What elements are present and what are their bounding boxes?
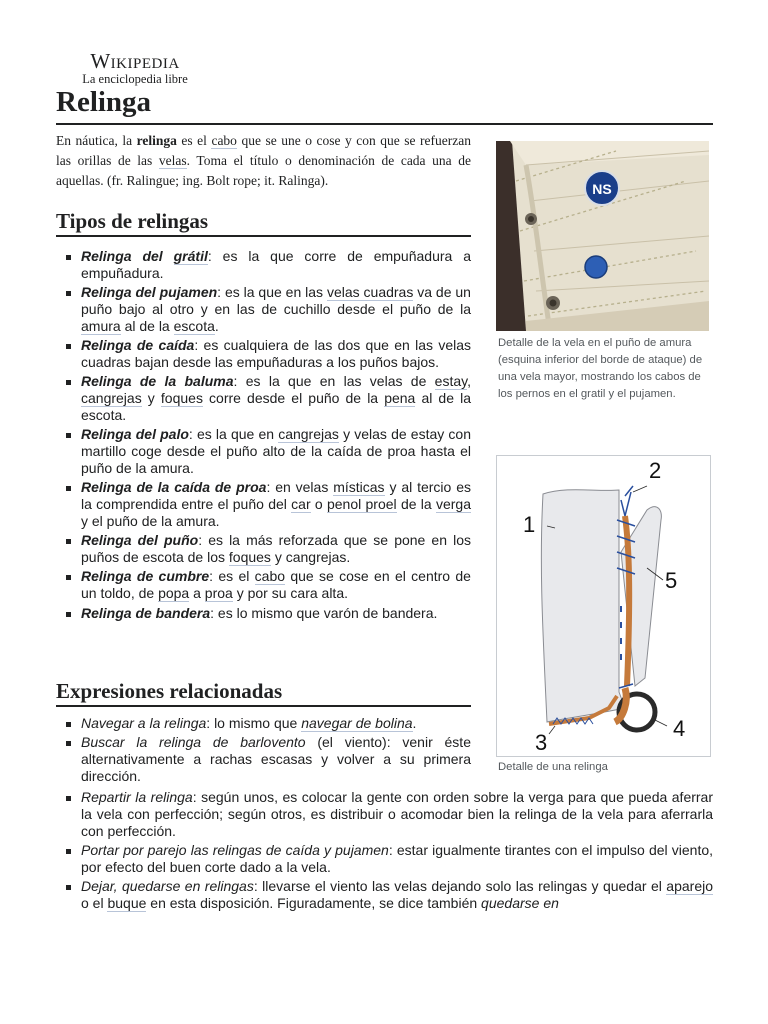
link-cabo[interactable]: cabo (254, 568, 286, 585)
figure-caption-2: Detalle de una relinga (498, 761, 608, 773)
item-text: : es lo mismo que varón de bandera. (210, 604, 438, 621)
item-text: y (141, 390, 161, 407)
item-text: a (189, 585, 205, 602)
list-item (56, 479, 471, 530)
link-proa[interactable]: proa (204, 585, 233, 602)
diagram-label-1: 1 (523, 512, 536, 537)
link-escota[interactable]: escota (173, 317, 215, 334)
item-term: Relinga del pujamen (81, 284, 218, 301)
item-text: y el puño de la amura. (81, 513, 220, 530)
item-text: : es el (209, 568, 255, 585)
list-item (56, 789, 713, 840)
section-divider (56, 705, 471, 707)
section-divider (56, 235, 471, 237)
list-item (56, 842, 713, 876)
link-car[interactable]: car (291, 496, 311, 513)
link-buque[interactable]: buque (107, 895, 147, 912)
sail-photo-art (496, 141, 709, 331)
link-misticas[interactable]: místicas (333, 479, 385, 496)
link-velas[interactable]: velas (158, 153, 187, 168)
item-text: : estar igualmente tirantes con el impulso del viento, por efecto del buen corte dado a la vela. (81, 842, 714, 875)
item-text: : es la que corre de empuñadura a empuñadura. (81, 248, 472, 281)
item-text: o (310, 496, 327, 513)
figure-caption-1: Detalle de la vela en el puño de amura (esquina inferior del borde de ataque) de una vela mayor, mostrando los cabos de los pernos en el gratil y el pujamen. (498, 337, 703, 400)
page-title: Relinga (56, 86, 152, 118)
link-velas-cuadras[interactable]: velas cuadras (326, 284, 414, 301)
relinga-diagram[interactable] (496, 455, 711, 757)
item-text: y cangrejas. (270, 549, 351, 566)
link-foques[interactable]: foques (160, 390, 203, 407)
intro-text: En náutica, la (56, 133, 137, 148)
list-item (56, 337, 471, 371)
item-text: corre desde el puño de la (202, 390, 385, 407)
item-term: Dejar, quedarse en relingas (81, 878, 254, 895)
item-term: Navegar a la relinga (81, 715, 207, 731)
item-text: y velas de estay con martillo coge desde el puño alto de la caída de proa hasta el puño de la amura. (81, 426, 471, 477)
list-item (56, 878, 713, 912)
link-foques[interactable]: foques (228, 549, 271, 566)
sail-logo-text: NS (592, 181, 612, 197)
diagram-label-4: 4 (673, 716, 686, 741)
logo-subtitle: La enciclopedia libre (82, 72, 188, 86)
item-term: Relinga de la caída de proa (81, 479, 267, 496)
item-text: : en velas (266, 479, 334, 496)
item-text: : es la más reforzada que se pone en los puños de escota de los (81, 532, 471, 566)
item-term: Portar por parejo las relingas de caída y pujamen (81, 842, 389, 859)
link-navegar-de-bolina[interactable]: navegar de bolina (301, 715, 413, 731)
diagram-label-2: 2 (649, 458, 662, 483)
diagram-label-5: 5 (665, 568, 678, 593)
item-text: : es la que en (188, 426, 279, 443)
link-cangrejas[interactable]: cangrejas (278, 426, 339, 443)
link-estay[interactable]: estay (434, 373, 468, 390)
intro-text: es el (176, 133, 212, 148)
list-item (56, 605, 471, 622)
intro-paragraph (56, 131, 471, 191)
link-verga[interactable]: verga (435, 496, 472, 513)
item-text-italic: quedarse en (481, 895, 559, 912)
item-text: de la (396, 496, 436, 513)
item-text: y al tercio es la comprendida entre el puño del (81, 479, 471, 513)
link-cangrejas[interactable]: cangrejas (81, 390, 142, 407)
item-term: Relinga de caída (81, 337, 195, 354)
item-text: , (467, 373, 471, 390)
list-item (56, 568, 471, 602)
item-term: Buscar la relinga de barlovento (81, 734, 306, 751)
item-text: (el viento): venir éste alternativamente a rachas escasas y volver a su primera dirección. (81, 734, 471, 785)
item-text: : es la que en las (217, 284, 327, 301)
list-item (56, 248, 471, 282)
item-text: . (412, 715, 417, 731)
list-item (56, 373, 471, 424)
expresiones-list-b (56, 789, 713, 914)
item-term: Relinga del puño (81, 532, 199, 549)
expresiones-list-a (56, 715, 471, 787)
item-text: : llevarse el viento las velas dejando solo las relingas y quedar el (253, 878, 667, 895)
link-penol-proel[interactable]: penol proel (326, 496, 397, 513)
intro-bold: relinga (136, 133, 177, 148)
item-term: Relinga del (81, 248, 163, 264)
link-pena[interactable]: pena (384, 390, 416, 407)
item-text: va de un puño bajo al otro y en las de cuchillo desde el puño de la (81, 284, 471, 318)
list-item (56, 532, 471, 566)
link-popa[interactable]: popa (158, 585, 190, 602)
diagram-label-3: 3 (535, 730, 548, 755)
list-item (56, 734, 471, 785)
item-term: Repartir la relinga (81, 789, 193, 805)
item-text: o el (81, 895, 108, 912)
intro-text: . Toma el título o denominación de cada una de aquellas. (fr. Ralingue; ing. Bolt rope; it. Ralinga). (56, 153, 471, 188)
logo-title: Wikipedia (90, 49, 180, 73)
item-text: : es la que en las velas de (233, 373, 435, 390)
item-text: : lo mismo que (206, 715, 302, 731)
wikipedia-logo[interactable] (74, 50, 196, 86)
item-term: Relinga de bandera (81, 604, 211, 621)
item-text: al de la escota. (81, 390, 471, 424)
item-term: Relinga del palo (81, 426, 189, 443)
item-text: que se cose en el centro de un toldo, de (81, 568, 471, 602)
relinga-diagram-art (497, 456, 710, 756)
list-item (56, 284, 471, 335)
item-text: : según unos, es colocar la gente con orden sobre la verga para que pueda aferrar la vela con perfección; según otros, es distribuir o acomodar bien la relinga de la vela para aferrarla con perfección. (81, 789, 713, 839)
link-amura[interactable]: amura (81, 317, 121, 334)
link-gratil[interactable]: grátil (173, 248, 208, 264)
link-aparejo[interactable]: aparejo (666, 878, 713, 895)
item-term: Relinga de cumbre (81, 568, 210, 585)
item-text: . (214, 317, 219, 334)
sail-photo[interactable] (496, 141, 709, 331)
title-divider (56, 123, 713, 125)
link-cabo[interactable]: cabo (211, 133, 237, 148)
item-text: en esta disposición. Figuradamente, se dice también (146, 895, 482, 912)
item-text: : es cualquiera de las dos que en las velas cuadras bajan desde las empuñaduras a los puños bajos. (81, 337, 471, 371)
item-term: Relinga de la baluma (81, 373, 234, 390)
section-heading-tipos: Tipos de relingas (56, 209, 209, 233)
list-item (56, 426, 471, 477)
item-text: al de la (120, 317, 174, 334)
tipos-list (56, 248, 471, 624)
item-text: y por su cara alta. (232, 585, 348, 602)
list-item (56, 715, 471, 732)
section-heading-expresiones: Expresiones relacionadas (56, 679, 283, 703)
intro-text: que se une o cose y con que se refuerzan las orillas de las (56, 133, 472, 168)
